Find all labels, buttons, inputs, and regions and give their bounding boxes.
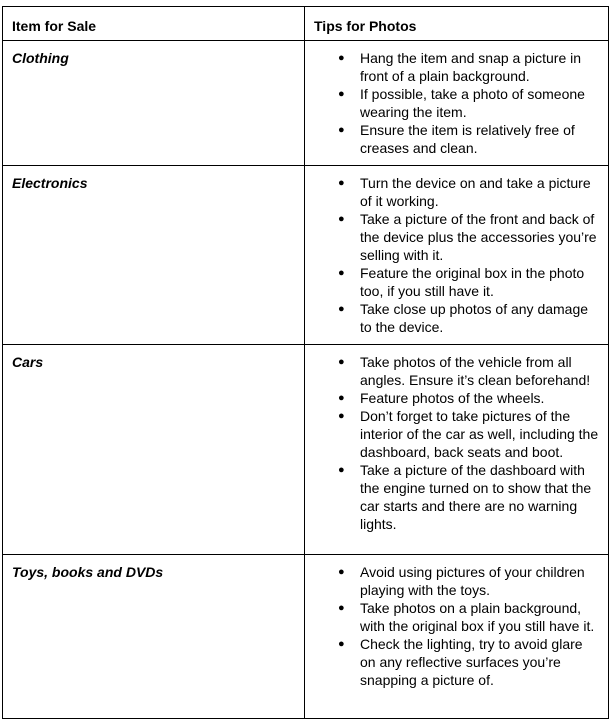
tip-text: Check the lighting, try to avoid glare on any reflective surfaces you’re snapping a picture of. [360,636,583,688]
tip-text: Take a picture of the front and back of the device plus the accessories you’re selling with it. [360,211,597,263]
tip-list-item [305,389,602,407]
tip-list-item [305,635,602,689]
tip-list-item [305,599,602,635]
tips-list [305,353,602,533]
header-item-for-sale: Item for Sale [3,7,305,41]
tip-text: Turn the device on and take a picture of it working. [360,175,591,209]
bullet-icon: ● [338,566,345,578]
item-category-cell: Toys, books and DVDs [3,555,305,719]
tip-list-item [305,121,602,157]
tip-list-item [305,210,602,264]
table-body [3,41,609,719]
tip-text: Don’t forget to take pictures of the interior of the car as well, including the dashboard, back seats and boot. [360,408,599,460]
table-header-row [3,7,609,41]
bullet-icon: ● [338,356,345,368]
tip-list-item [305,174,602,210]
tip-text: Feature the original box in the photo too, if you still have it. [360,265,585,299]
tip-text: Ensure the item is relatively free of creases and clean. [360,122,575,156]
bullet-icon: ● [338,410,345,422]
photo-tips-table [2,6,609,719]
table-row [3,555,609,719]
tip-list-item [305,300,602,336]
item-category-cell: Cars [3,345,305,555]
tips-cell [305,166,609,345]
tips-list [305,49,602,157]
bullet-icon: ● [338,392,345,404]
tips-list [305,174,602,336]
bullet-icon: ● [338,303,345,315]
item-category-cell: Clothing [3,41,305,166]
bullet-icon: ● [338,213,345,225]
tip-list-item [305,49,602,85]
bullet-icon: ● [338,464,345,476]
tip-text: Take a picture of the dashboard with the engine turned on to show that the car starts and there are no warning lights. [360,462,592,532]
tip-text: Avoid using pictures of your children playing with the toys. [360,564,585,598]
tip-text: Feature photos of the wheels. [360,390,545,406]
bullet-icon: ● [338,88,345,100]
bullet-icon: ● [338,602,345,614]
table-row [3,166,609,345]
tip-list-item [305,461,602,533]
tips-cell [305,345,609,555]
bullet-icon: ● [338,124,345,136]
tip-list-item [305,353,602,389]
item-category-cell: Electronics [3,166,305,345]
tip-text: Hang the item and snap a picture in front of a plain background. [360,50,582,84]
tips-cell [305,555,609,719]
tip-text: Take photos of the vehicle from all angles. Ensure it’s clean beforehand! [360,354,591,388]
header-tips-for-photos: Tips for Photos [305,7,609,41]
tip-list-item [305,563,602,599]
tip-list-item [305,407,602,461]
bullet-icon: ● [338,267,345,279]
tips-cell [305,41,609,166]
tip-text: If possible, take a photo of someone wearing the item. [360,86,585,120]
tips-list [305,563,602,689]
bullet-icon: ● [338,52,345,64]
tip-text: Take close up photos of any damage to the device. [360,301,589,335]
bullet-icon: ● [338,638,345,650]
table-row [3,41,609,166]
tip-list-item [305,85,602,121]
table-row [3,345,609,555]
tip-list-item [305,264,602,300]
bullet-icon: ● [338,177,345,189]
tip-text: Take photos on a plain background, with the original box if you still have it. [360,600,595,634]
